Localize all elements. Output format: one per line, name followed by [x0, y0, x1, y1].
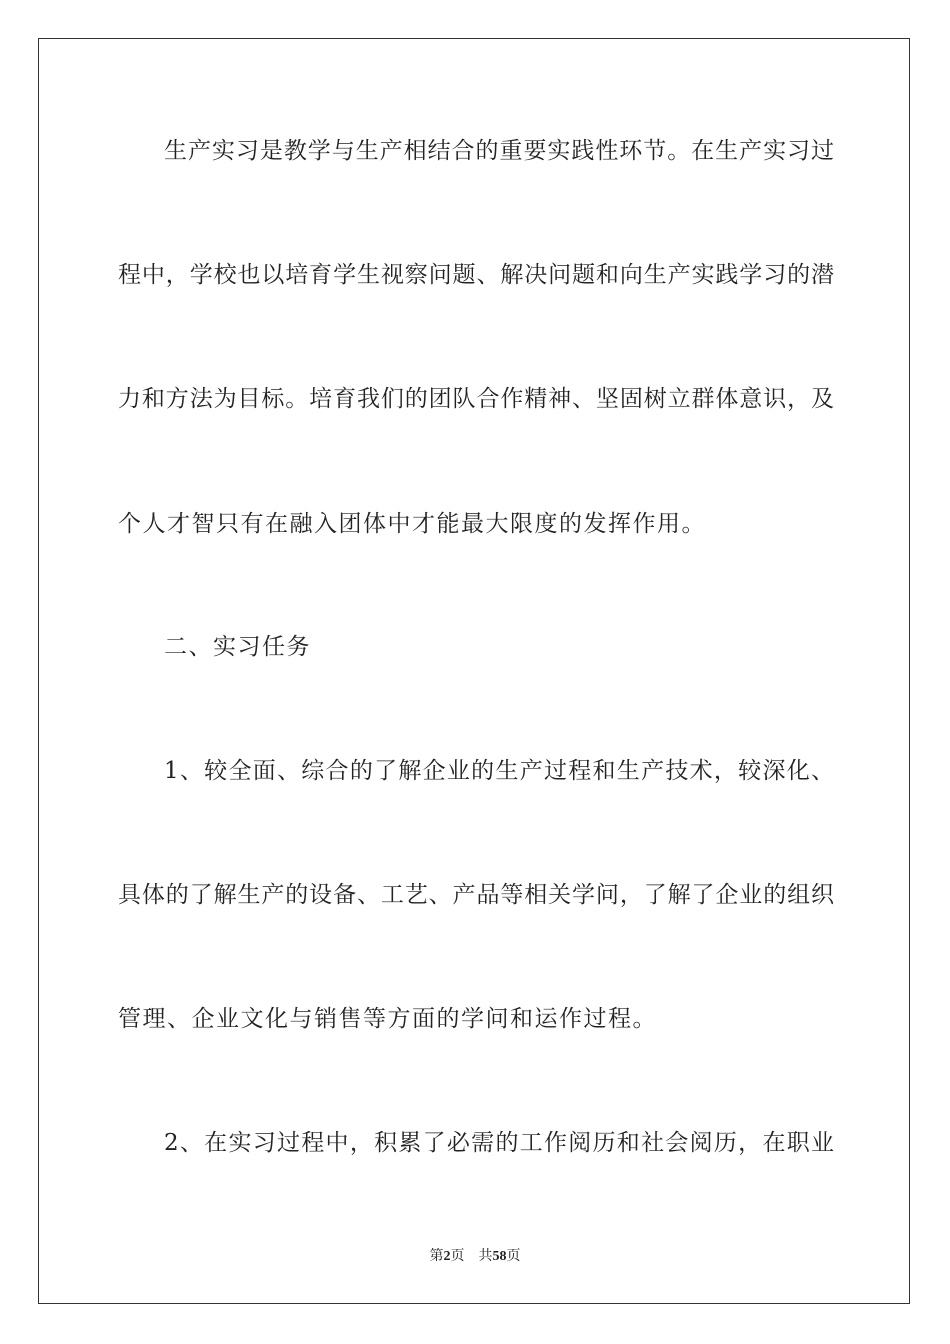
- task-1-line-1: 1、较全面、综合的了解企业的生产过程和生产技术，较深化、: [164, 758, 834, 784]
- total-prefix: 共: [478, 1249, 493, 1264]
- total-suffix: 页: [506, 1249, 521, 1264]
- task-1-line-3: 管理、企业文化与销售等方面的学问和运作过程。: [118, 1006, 657, 1032]
- page-suffix: 页: [450, 1249, 465, 1264]
- paragraph-line-4: 个人才智只有在融入团体中才能最大限度的发挥作用。: [118, 511, 706, 537]
- task-2-line-1: 2、在实习过程中，积累了必需的工作阅历和社会阅历，在职业: [164, 1130, 834, 1156]
- page-footer: [0, 1247, 950, 1267]
- page-border: [38, 38, 910, 1304]
- page-prefix: 第: [429, 1249, 444, 1264]
- paragraph-line-1: 生产实习是教学与生产相结合的重要实践性环节。在生产实习过: [164, 138, 834, 164]
- page-number: 2: [443, 1249, 451, 1264]
- total-pages: 58: [492, 1249, 507, 1264]
- paragraph-line-2: 程中，学校也以培育学生视察问题、解决问题和向生产实践学习的潜: [118, 262, 834, 288]
- task-1-line-2: 具体的了解生产的设备、工艺、产品等相关学问，了解了企业的组织: [118, 882, 834, 908]
- paragraph-line-3: 力和方法为目标。培育我们的团队合作精神、坚固树立群体意识，及: [118, 386, 834, 412]
- section-heading: 二、实习任务: [164, 634, 311, 660]
